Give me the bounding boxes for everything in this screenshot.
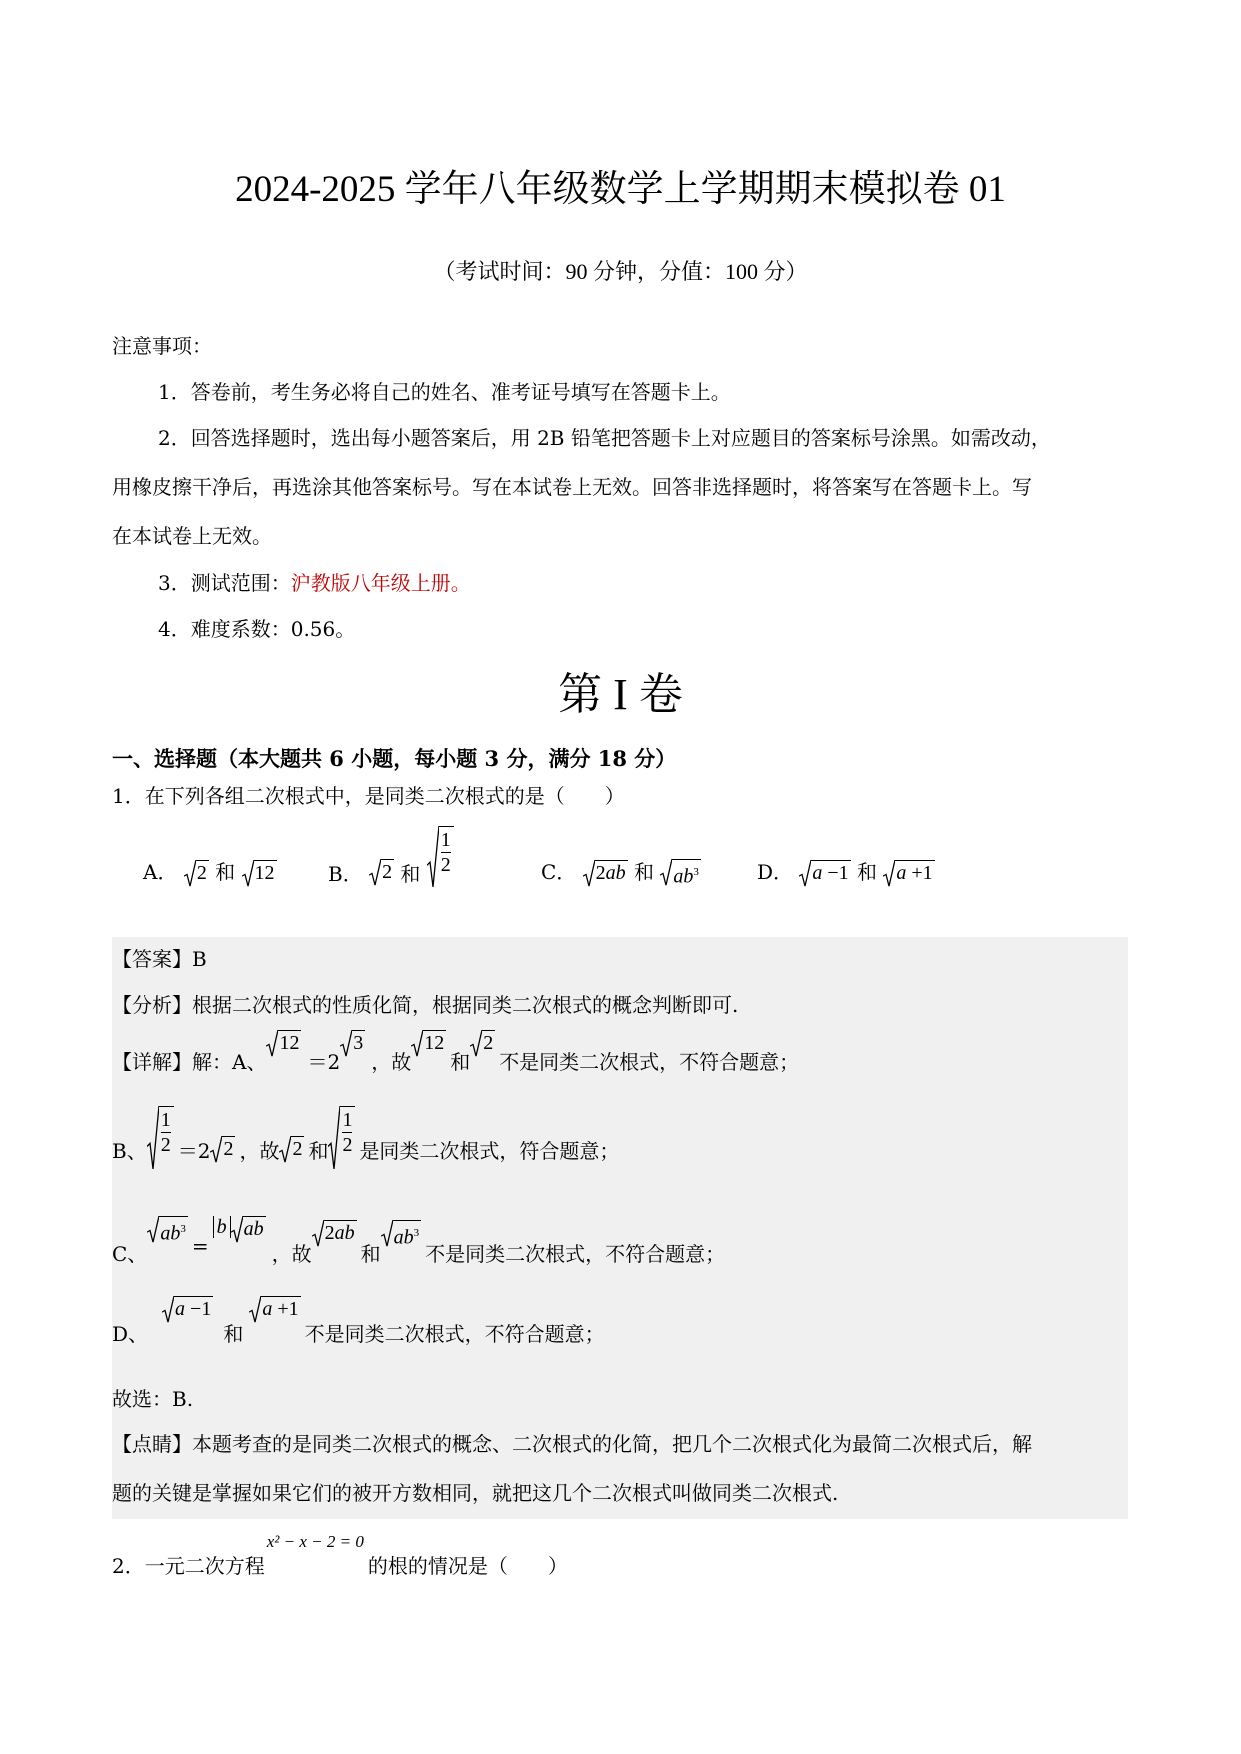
option-c-label: C．: [541, 860, 577, 884]
volume-title: 第 I 卷: [558, 670, 683, 719]
section-heading: 一、选择题（本大题共 6 小题，每小题 3 分，满分 18 分）: [112, 746, 677, 771]
question-2-stem: [112, 1532, 568, 1579]
page-title: 2024-2025 学年八年级数学上学期期末模拟卷 01: [235, 169, 1006, 210]
detail-b-text: 是同类二次根式，符合题意；: [359, 1138, 620, 1163]
test-scope: 沪教版八年级上册。: [290, 571, 471, 595]
detail-b-prefix: B、: [112, 1138, 147, 1163]
detail-d-line: D、 a −1 和 a +1 不是同类二次根式，不符合题意；: [112, 1298, 605, 1346]
option-a: A． 2 和 12: [143, 856, 277, 887]
comment-line-2: 题的关键是掌握如果它们的被开方数相同，就把这几个二次根式叫做同类二次根式.: [112, 1481, 839, 1505]
notice-heading: 注意事项：: [112, 334, 212, 358]
detail-c-prefix: C、: [112, 1242, 148, 1266]
option-d-label: D．: [757, 860, 794, 884]
detail-prefix: 【详解】解：A、: [112, 1050, 267, 1074]
option-b-label: B．: [328, 861, 363, 886]
analysis-line: 【分析】根据二次根式的性质化简，根据同类二次根式的概念判断即可.: [112, 993, 739, 1017]
choice-line: 故选：B.: [112, 1387, 194, 1411]
notice-item-3-label: 3．测试范围：: [158, 571, 291, 595]
detail-a-line: 【详解】解：A、 12 ＝2 3 ，故 12 和 2 不是同类二次根式，不符合题意；: [112, 1032, 800, 1074]
notice-item-4: 4．难度系数：0.56。: [158, 617, 356, 641]
question-1-stem: 1．在下列各组二次根式中，是同类二次根式的是（ ）: [112, 784, 625, 808]
detail-c-line: C、 $ab^3$ = b ab ，故 2ab 和 $ab^3$ 不是同类二次根式，不符合题意；: [112, 1216, 726, 1266]
detail-d-prefix: D、: [112, 1322, 149, 1346]
notice-item-3: [158, 567, 471, 596]
option-a-label: A．: [143, 860, 178, 884]
exam-info: （考试时间：90 分钟，分值：100 分）: [433, 259, 808, 284]
answer-line: 【答案】B: [112, 947, 207, 971]
comment-line-1: 【点睛】本题考查的是同类二次根式的概念、二次根式的化简，把几个二次根式化为最简二次根式后，解: [112, 1432, 1032, 1456]
option-d: D． a −1 和 a +1: [757, 856, 935, 887]
notice-item-2-line-2: 用橡皮擦干净后，再选涂其他答案标号。写在本试卷上无效。回答非选择题时，将答案写在答题卡上。写: [112, 475, 1032, 499]
notice-item-2-line-1: 2．回答选择题时，选出每小题答案后，用 2B 铅笔把答题卡上对应题目的答案标号涂黑。如需改动，: [158, 426, 1051, 450]
question-2-prefix: 2．一元二次方程: [112, 1554, 265, 1578]
option-b: B． 2 和 $\frac{1}{2}$: [328, 826, 454, 888]
notice-item-1: 1．答卷前，考生务必将自己的姓名、准考证号填写在答题卡上。: [158, 380, 731, 404]
detail-b-line: B、 $\frac{1}{2}$ ＝2 2 ，故 2 和 $\frac{1}{2}$ 是同类二次根式，符合题意；: [112, 1106, 619, 1170]
question-2-equation: x² − x − 2 = 0: [266, 1532, 364, 1551]
option-c: C． 2ab 和 $ab^3$: [541, 860, 699, 888]
question-2-suffix: 的根的情况是（ ）: [367, 1554, 568, 1578]
detail-d-text: 不是同类二次根式，不符合题意；: [304, 1322, 605, 1346]
detail-c-text: 不是同类二次根式，不符合题意；: [425, 1242, 726, 1266]
notice-item-2-line-3: 在本试卷上无效。: [112, 524, 272, 548]
detail-a-text: 不是同类二次根式，不符合题意；: [499, 1050, 800, 1074]
